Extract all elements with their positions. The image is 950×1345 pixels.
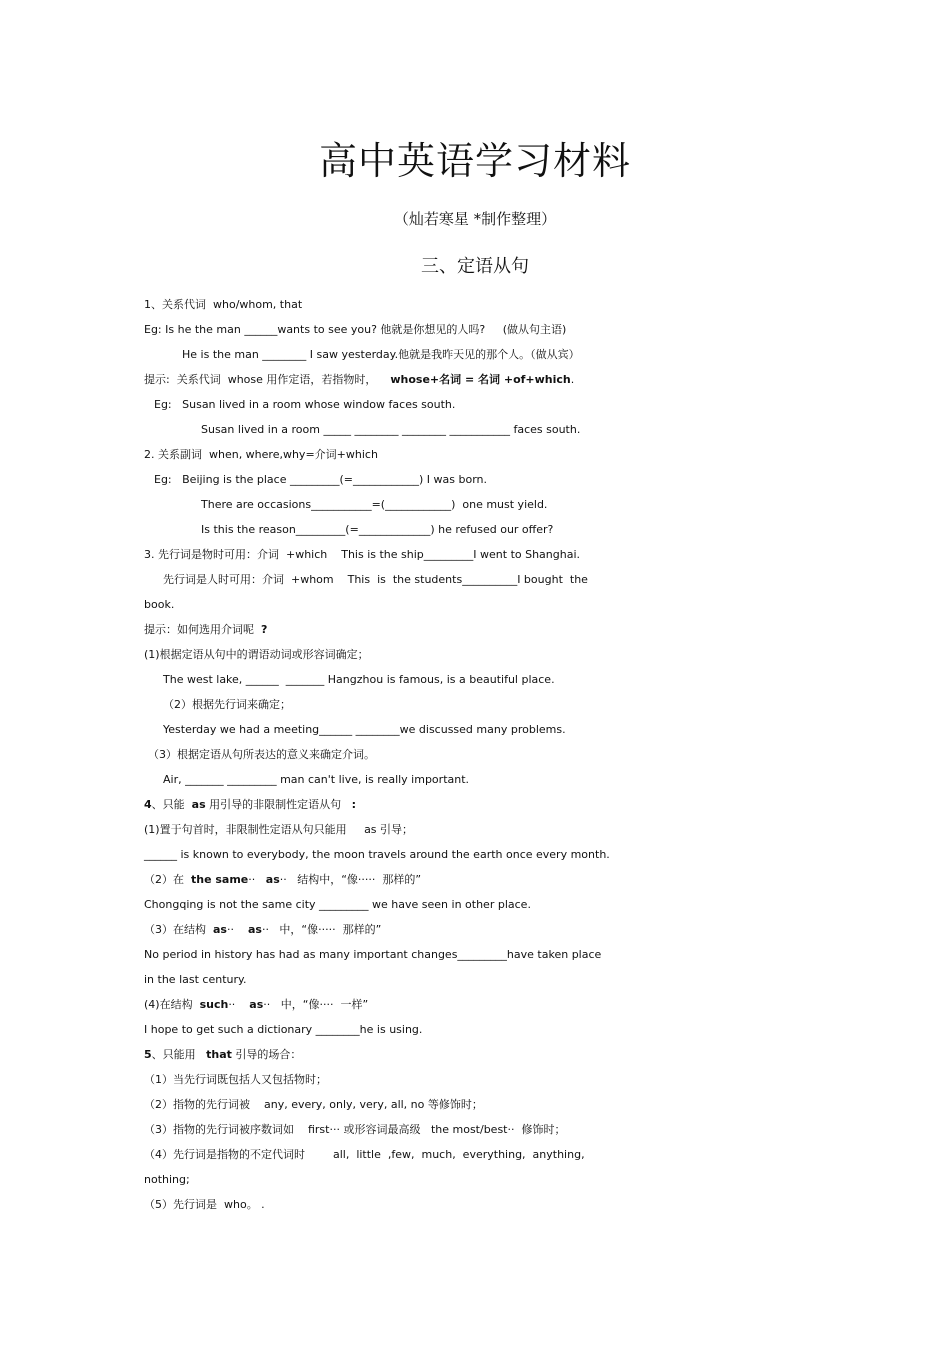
body-line: （4）先行词是指物的不定代词时 all, little ,few, much, everything, anything,: [144, 1148, 585, 1161]
body-line: 5、只能用 that 引导的场合：: [144, 1048, 302, 1061]
body-line: The west lake, ______ _______ Hangzhou is famous, is a beautiful place.: [163, 673, 555, 686]
body-line: （3）根据定语从句所表达的意义来确定介词。: [148, 748, 375, 761]
section-heading: 三、定语从句: [421, 256, 529, 277]
body-line: （2）在 the same·· as·· 结构中，“像····· 那样的”: [144, 873, 422, 886]
body-line: 2. 关系副词 when, where,why=介词+which: [144, 448, 378, 461]
body-line: (4)在结构 such·· as·· 中，“像···· 一样”: [144, 998, 369, 1011]
body-line: （5）先行词是 who。 .: [144, 1198, 265, 1211]
body-line: nothing;: [144, 1173, 190, 1186]
body-line: Eg: Beijing is the place _________(=____________) I was born.: [154, 473, 487, 486]
body-line: in the last century.: [144, 973, 247, 986]
body-line: He is the man ________ I saw yesterday.他就是我昨天见的那个人。（做从宾）: [182, 348, 580, 361]
body-line: Eg: Susan lived in a room whose window faces south.: [154, 398, 456, 411]
body-line: 先行词是人时可用：介词 +whom This is the students__________I bought the: [163, 573, 588, 586]
body-line: Chongqing is not the same city _________ we have seen in other place.: [144, 898, 531, 911]
body-line: (1)置于句首时，非限制性定语从句只能用 as 引导；: [144, 823, 414, 836]
body-line: （2）指物的先行词被 any, every, only, very, all, no 等修饰时；: [144, 1098, 483, 1111]
body-line: Yesterday we had a meeting______ ________we discussed many problems.: [163, 723, 566, 736]
document-subtitle: （灿若寒星 *制作整理）: [393, 210, 557, 228]
body-line: 4、只能 as 用引导的非限制性定语从句 :: [144, 798, 357, 811]
document-title: 高中英语学习材料: [318, 139, 631, 183]
body-line: （3）指物的先行词被序数词如 first··· 或形容词最高级 the most/best·· 修饰时；: [144, 1123, 566, 1136]
body-line: I hope to get such a dictionary ________he is using.: [144, 1023, 423, 1036]
body-line: 提示: 关系代词 whose 用作定语，若指物时， whose+名词 = 名词 +of+which.: [144, 373, 575, 386]
body-line: ______ is known to everybody, the moon travels around the earth once every month.: [144, 848, 610, 861]
body-line: 提示：如何选用介词呢 ?: [144, 623, 268, 636]
body-line: （3）在结构 as·· as·· 中，“像····· 那样的”: [144, 923, 382, 936]
body-line: book.: [144, 598, 175, 611]
body-line: Is this the reason_________(=_____________) he refused our offer?: [201, 523, 554, 536]
body-line: (1)根据定语从句中的谓语动词或形容词确定；: [144, 648, 369, 661]
body-line: Susan lived in a room _____ ________ ________ ___________ faces south.: [201, 423, 581, 436]
body-line: （1）当先行词既包括人又包括物时；: [144, 1073, 327, 1086]
body-line: Air, _______ _________ man can't live, is really important.: [163, 773, 470, 786]
body-line: 1、关系代词 who/whom, that: [144, 298, 303, 311]
body-line: Eg: Is he the man ______wants to see you? 他就是你想见的人吗? (做从句主语): [144, 323, 567, 336]
body-line: There are occasions___________=(____________) one must yield.: [201, 498, 548, 511]
body-line: 3. 先行词是物时可用：介词 +which This is the ship_________I went to Shanghai.: [144, 548, 581, 561]
body-line: No period in history has had as many important changes_________have taken place: [144, 948, 602, 961]
body-line: （2）根据先行词来确定；: [163, 698, 291, 711]
